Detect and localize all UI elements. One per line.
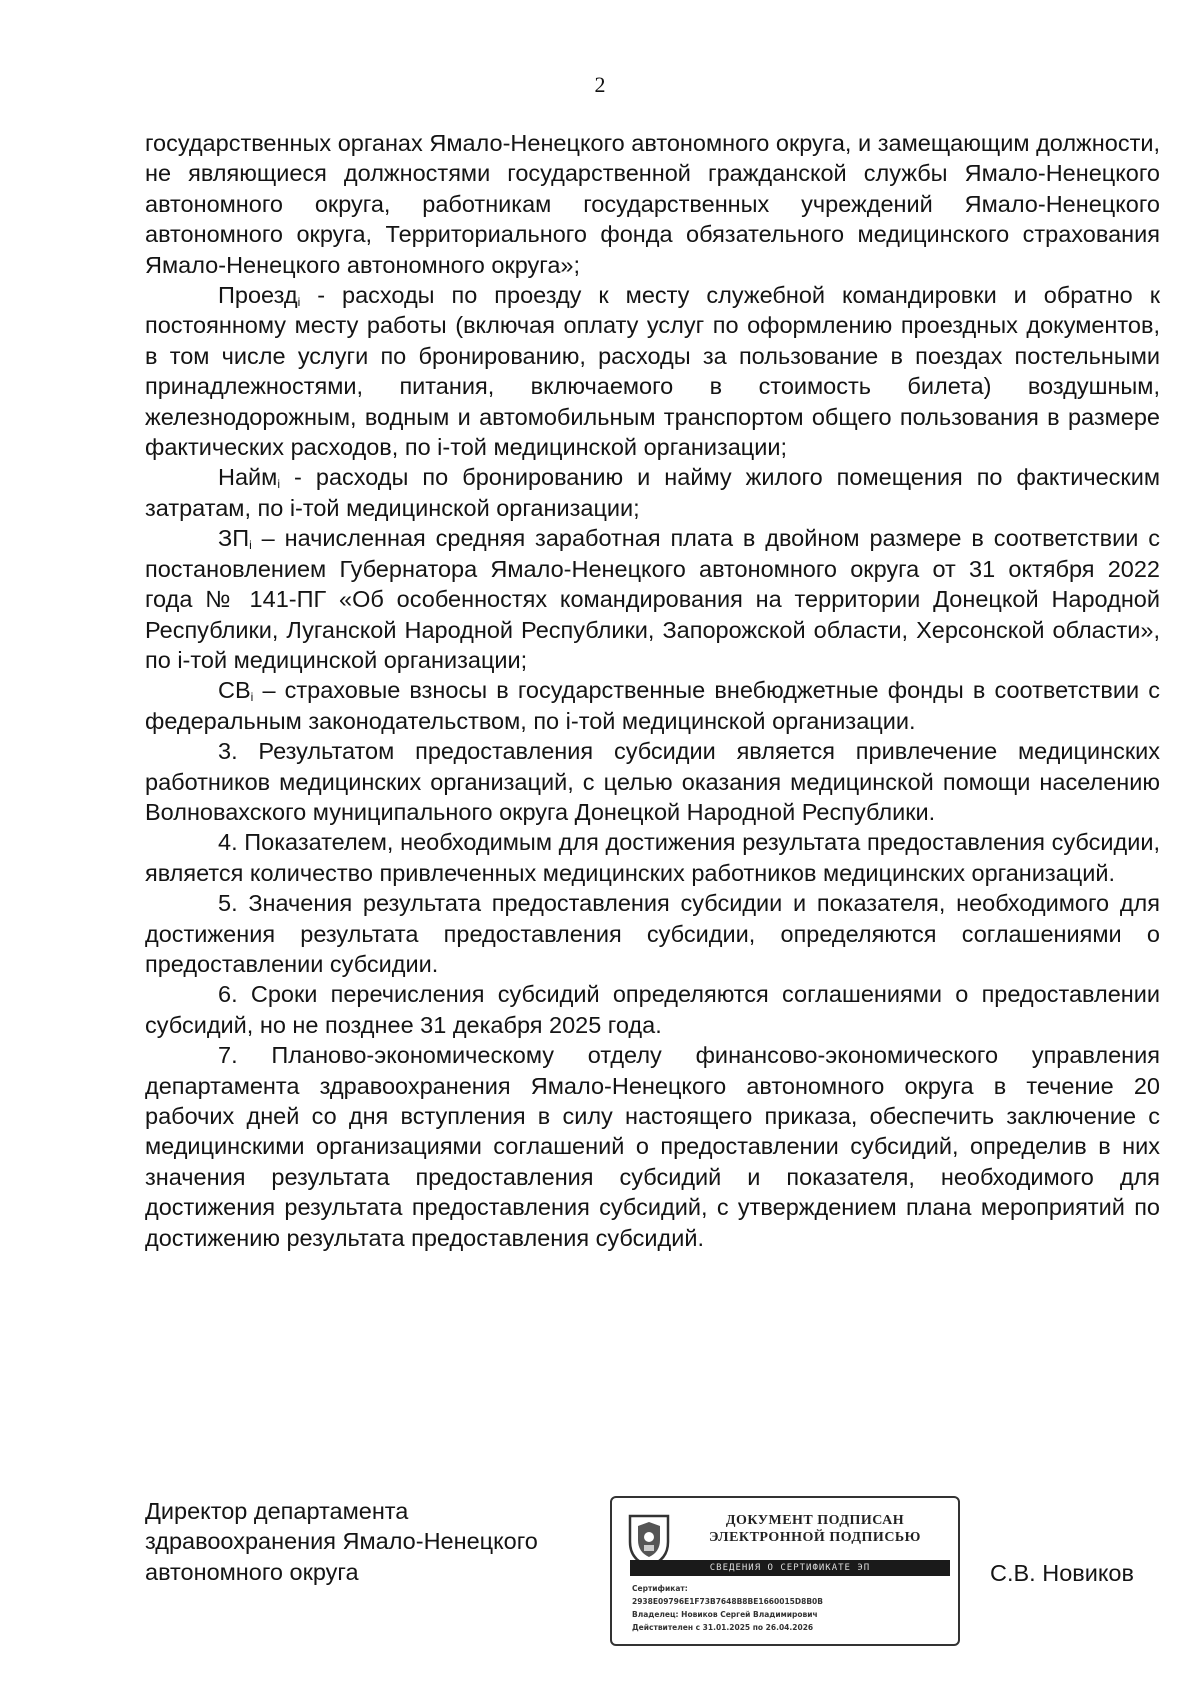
page-number: 2	[594, 72, 606, 97]
stamp-validity: Действителен с 31.01.2025 по 26.04.2026	[632, 1623, 814, 1632]
paragraph-item-7: 7. Планово-экономическому отделу финансово-экономического управления департамента здравоохранения Ямало-Ненецкого автономного округа в течение 20 рабочих дней со дня вступления в силу настоящего приказа, обеспечить заключение с медицинскими организациями соглашений о предоставлении субсидий, определив в них значения результата предоставления субсидий и показателя, необходимого для достижения результата предоставления субсидий, с утверждением плана мероприятий по достижению результата предоставления субсидий.	[145, 1042, 1160, 1251]
paragraph-insurance: $СВ_i$ – страховые взносы в государственные внебюджетные фонды в соответствии с федеральным законодательством, по i-той медицинской организации.	[145, 677, 1160, 734]
signer-position-line: Директор департамента	[145, 1498, 409, 1524]
signer-position-line: автономного округа	[145, 1558, 359, 1585]
paragraph-rent: Найм$_i$ - расходы по бронированию и найму жилого помещения по фактическим затратам, по i-той медицинской организации;	[145, 464, 1160, 521]
paragraph-travel: Проезд$_i$ - расходы по проезду к месту служебной командировки и обратно к постоянному месту работы (включая оплату услуг по оформлению проездных документов, в том числе услуги по бронированию, расходы за пользование в поездах постельными принадлежностями, питания, включаемого в стоимость билета) воздушным, железнодорожным, водным и автомобильным транспортом общего пользования в размере фактических расходов, по i-той медицинской организации;	[145, 282, 1160, 461]
paragraph-intro: государственных органах Ямало-Ненецкого автономного округа, и замещающим должности, не являющиеся должностями государственной гражданской службы Ямало-Ненецкого автономного округа, работникам государственных учреждений Ямало-Ненецкого автономного округа, Территориального фонда обязательного медицинского страхования Ямало-Ненецкого автономного округа»;	[145, 130, 1160, 278]
signer-name: С.В. Новиков	[990, 1560, 1134, 1586]
stamp-cert-number: 2938E09796E1F73B7648B8BE1660015D8B0B	[632, 1597, 823, 1606]
paragraph-item-5: 5. Значения результата предоставления субсидии и показателя, необходимого для достижения результата предоставления субсидии, определяются соглашениями о предоставлении субсидии.	[145, 890, 1160, 977]
electronic-signature-stamp	[610, 1496, 960, 1646]
paragraph-salary: $ЗП_i$ – начисленная средняя заработная плата в двойном размере в соответствии с постановлением Губернатора Ямало-Ненецкого автономного округа от 31 октября 2022 года № 141-ПГ «Об особенностях командирования на территории Донецкой Народной Республики, Луганской Народной Республики, Запорожской области, Херсонской области», по i-той медицинской организации;	[145, 525, 1160, 673]
paragraph-item-3: 3. Результатом предоставления субсидии является привлечение медицинских работников медицинских организаций, с целью оказания медицинской помощи населению Волновахского муниципального округа Донецкой Народной Республики.	[145, 738, 1160, 825]
paragraph-item-6: 6. Сроки перечисления субсидий определяются соглашениями о предоставлении субсидий, но не позднее 31 декабря 2025 года.	[145, 981, 1160, 1038]
stamp-title: ДОКУМЕНТ ПОДПИСАН ЭЛЕКТРОННОЙ ПОДПИСЬЮ	[709, 1513, 921, 1545]
stamp-owner: Владелец: Новиков Сергей Владимирович	[632, 1610, 818, 1619]
signer-position	[145, 1496, 585, 1587]
stamp-cert-label: Сертификат:	[632, 1584, 688, 1593]
stamp-certificate-bar: СВЕДЕНИЯ О СЕРТИФИКАТЕ ЭП	[630, 1560, 950, 1576]
document-body	[145, 128, 1160, 1253]
signer-position-line: здравоохранения Ямало-Ненецкого	[145, 1528, 538, 1555]
paragraph-item-4: 4. Показателем, необходимым для достижения результата предоставления субсидии, является количество привлеченных медицинских работников медицинских организаций.	[145, 829, 1160, 886]
